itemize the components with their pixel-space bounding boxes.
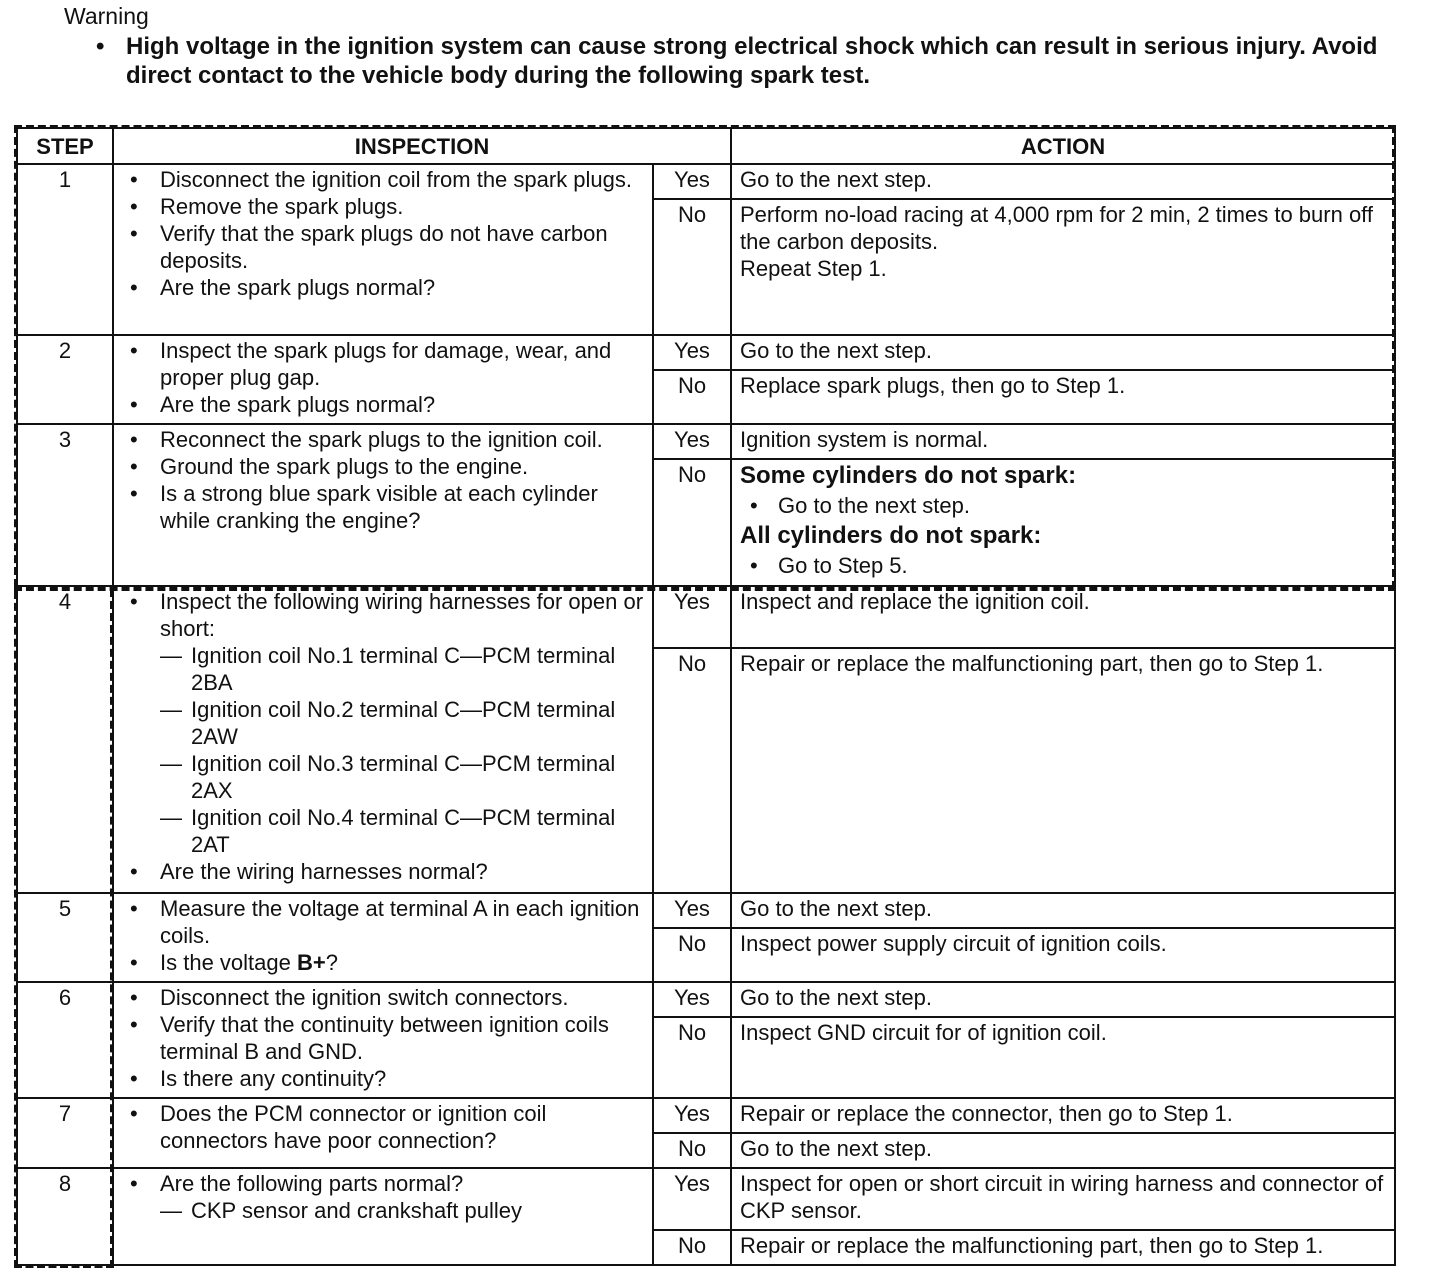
step-number: 5	[17, 893, 113, 982]
inspection-intro: • Inspect the following wiring harnesses for open or short:	[160, 589, 644, 642]
inspection-item: • Remove the spark plugs.	[130, 193, 646, 220]
table-row	[17, 335, 1395, 370]
yes-label: Yes	[653, 893, 731, 928]
table-row	[17, 424, 1395, 459]
no-label: No	[653, 928, 731, 982]
inspection-item: • Inspect the spark plugs for damage, wear, and proper plug gap.	[130, 337, 646, 391]
dashed-border-right	[1392, 125, 1396, 589]
yes-label: Yes	[653, 586, 731, 648]
header-action: ACTION	[731, 128, 1395, 164]
no-label: No	[653, 199, 731, 335]
bullet-icon: •	[96, 33, 105, 60]
no-action: Inspect power supply circuit of ignition coils.	[731, 928, 1395, 982]
table-row	[17, 586, 1395, 648]
warning-section	[64, 2, 1424, 90]
inspection-item: • Measure the voltage at terminal A in each ignition coils.	[130, 895, 646, 949]
dashed-border-left	[14, 125, 18, 1268]
warning-text-block	[96, 32, 1424, 90]
part-item: — CKP sensor and crankshaft pulley	[160, 1197, 522, 1223]
inspection-item: • Verify that the continuity between ignition coils terminal B and GND.	[130, 1011, 646, 1065]
yes-label: Yes	[653, 982, 731, 1017]
table-row	[17, 982, 1395, 1017]
table-row	[17, 164, 1395, 199]
step-number: 2	[17, 335, 113, 424]
inspection-cell	[113, 982, 653, 1098]
harness-item: — Ignition coil No.1 terminal C—PCM terminal 2BA	[160, 643, 616, 696]
no-action-line: Repeat Step 1.	[740, 256, 887, 282]
dash-icon: —	[160, 751, 182, 777]
no-action-heading: Some cylinders do not spark:	[740, 462, 1077, 490]
yes-label: Yes	[653, 335, 731, 370]
harness-item: — Ignition coil No.2 terminal C—PCM terminal 2AW	[160, 697, 616, 750]
procedure-table-frame	[14, 125, 1396, 1268]
inspection-item: • Are the spark plugs normal?	[130, 274, 646, 301]
inspection-item: • Are the following parts normal? — CKP sensor and crankshaft pulley	[130, 1170, 646, 1224]
inspection-cell	[113, 586, 653, 892]
inspection-cell	[113, 1168, 653, 1265]
step-number: 3	[17, 424, 113, 586]
table-header-row	[17, 128, 1395, 164]
inspection-cell	[113, 164, 653, 335]
dashed-border-inner	[110, 589, 114, 1268]
no-action: Repair or replace the malfunctioning part, then go to Step 1.	[731, 1230, 1395, 1265]
inspection-cell	[113, 335, 653, 424]
yes-action: Ignition system is normal.	[731, 424, 1395, 459]
no-label: No	[653, 370, 731, 424]
inspection-item: • Is a strong blue spark visible at each cylinder while cranking the engine?	[130, 480, 646, 534]
yes-action: Go to the next step.	[731, 164, 1395, 199]
harness-item: — Ignition coil No.3 terminal C—PCM terminal 2AX	[160, 751, 616, 804]
no-action	[731, 199, 1395, 335]
no-action-heading: All cylinders do not spark:	[740, 522, 1042, 550]
table-row	[17, 1168, 1395, 1230]
inspection-cell	[113, 893, 653, 982]
step-number: 4	[17, 586, 113, 892]
no-label: No	[653, 459, 731, 586]
header-inspection: INSPECTION	[113, 128, 731, 164]
yes-action: Go to the next step.	[731, 335, 1395, 370]
no-label: No	[653, 648, 731, 892]
no-action: Inspect GND circuit for of ignition coil.	[731, 1017, 1395, 1098]
inspection-item: • Is the voltage B+?	[130, 949, 646, 976]
yes-action: Repair or replace the connector, then go to Step 1.	[731, 1098, 1395, 1133]
table-row	[17, 893, 1395, 928]
inspection-cell	[113, 1098, 653, 1168]
dash-icon: —	[160, 805, 182, 831]
yes-action: Go to the next step.	[731, 982, 1395, 1017]
inspection-item: • Does the PCM connector or ignition coil connectors have poor connection?	[130, 1100, 646, 1154]
inspection-item: • Disconnect the ignition switch connectors.	[130, 984, 646, 1011]
no-action-line: Perform no-load racing at 4,000 rpm for 2 min, 2 times to burn off the carbon deposits.	[740, 202, 1374, 255]
table-row	[17, 1098, 1395, 1133]
no-action: Go to the next step.	[731, 1133, 1395, 1168]
step-number: 8	[17, 1168, 113, 1265]
yes-label: Yes	[653, 164, 731, 199]
no-label: No	[653, 1133, 731, 1168]
inspection-item: • Disconnect the ignition coil from the spark plugs.	[130, 166, 646, 193]
yes-label: Yes	[653, 1168, 731, 1230]
no-action	[731, 459, 1395, 586]
inspection-item: • Reconnect the spark plugs to the ignition coil.	[130, 426, 646, 453]
no-label: No	[653, 1017, 731, 1098]
dash-icon: —	[160, 643, 182, 669]
no-action-item: • Go to Step 5.	[740, 551, 1388, 581]
inspection-item: • Is there any continuity?	[130, 1065, 646, 1092]
yes-label: Yes	[653, 424, 731, 459]
yes-action: Inspect and replace the ignition coil.	[731, 586, 1395, 648]
step-number: 7	[17, 1098, 113, 1168]
dashed-border-bottom	[14, 1264, 114, 1268]
dashed-border-middle	[14, 587, 1396, 591]
inspection-item: • Verify that the spark plugs do not have carbon deposits.	[130, 220, 646, 274]
no-action: Repair or replace the malfunctioning part, then go to Step 1.	[731, 648, 1395, 892]
inspection-item: • Ground the spark plugs to the engine.	[130, 453, 646, 480]
yes-action: Inspect for open or short circuit in wiring harness and connector of CKP sensor.	[731, 1168, 1395, 1230]
dash-icon: —	[160, 697, 182, 723]
step-number: 1	[17, 164, 113, 335]
inspection-item: • Are the spark plugs normal?	[130, 391, 646, 418]
procedure-table	[16, 127, 1396, 1266]
yes-label: Yes	[653, 1098, 731, 1133]
inspection-item	[130, 588, 646, 858]
inspection-cell	[113, 424, 653, 586]
header-step: STEP	[17, 128, 113, 164]
dash-icon: —	[160, 1197, 182, 1223]
warning-title: Warning	[64, 3, 149, 29]
voltage-value: B+	[296, 949, 326, 975]
no-label: No	[653, 1230, 731, 1265]
dashed-border-top	[14, 125, 1396, 129]
no-action: Replace spark plugs, then go to Step 1.	[731, 370, 1395, 424]
step-number: 6	[17, 982, 113, 1098]
yes-action: Go to the next step.	[731, 893, 1395, 928]
no-action-item: • Go to the next step.	[740, 491, 1388, 521]
inspection-item: • Are the wiring harnesses normal?	[130, 858, 646, 885]
warning-text: High voltage in the ignition system can cause strong electrical shock which can result in serious injury. Avoid direct contact to the vehicle body during the following spark test.	[126, 33, 1378, 89]
harness-item: — Ignition coil No.4 terminal C—PCM terminal 2AT	[160, 805, 616, 858]
